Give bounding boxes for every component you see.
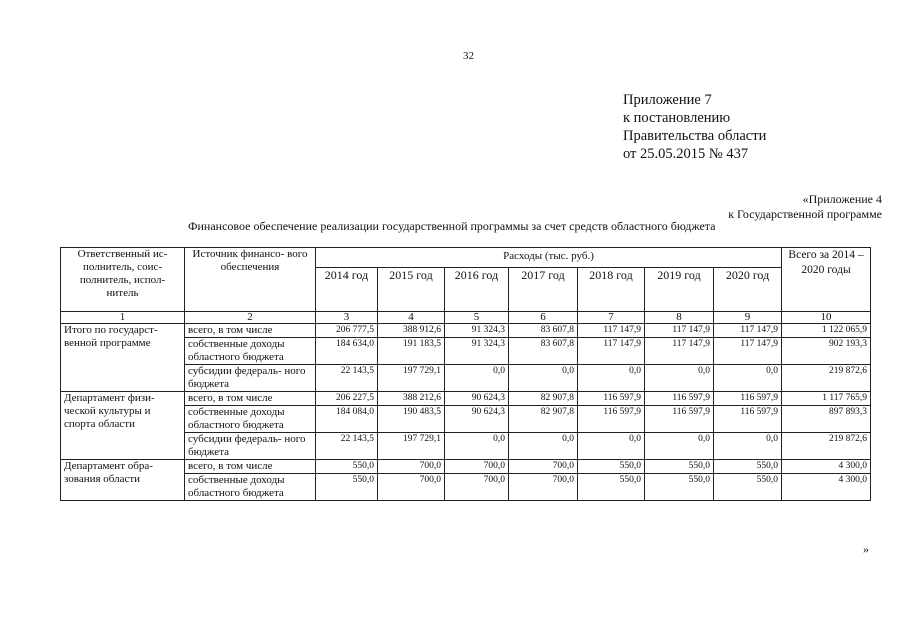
value-cell: 388 912,6 [378,324,445,338]
source-cell: всего, в том числе [185,392,316,406]
value-cell: 550,0 [316,474,378,501]
column-number: 10 [782,312,871,324]
column-number: 7 [578,312,645,324]
closing-quote: » [863,542,869,556]
source-cell: всего, в том числе [185,324,316,338]
value-cell: 550,0 [578,474,645,501]
financing-table [60,247,871,501]
appendix-line: Правительства области [623,128,767,144]
value-cell: 550,0 [316,460,378,474]
value-cell: 0,0 [578,433,645,460]
total-cell: 4 300,0 [782,460,871,474]
value-cell: 117 147,9 [578,324,645,338]
column-number-row [61,312,871,324]
appendix-line: от 25.05.2015 № 437 [623,146,749,162]
value-cell: 550,0 [714,474,782,501]
value-cell: 0,0 [645,433,714,460]
value-cell: 82 907,8 [509,392,578,406]
column-number: 3 [316,312,378,324]
header-year: 2014 год [316,268,378,312]
value-cell: 117 147,9 [645,338,714,365]
value-cell: 700,0 [378,474,445,501]
document-title: Финансовое обеспечение реализации государственной программы за счет средств областного бюджета [188,219,716,233]
value-cell: 90 624,3 [445,406,509,433]
annex-line: к Государственной программе [728,207,882,221]
header-expenses: Расходы (тыс. руб.) [316,248,782,268]
value-cell: 90 624,3 [445,392,509,406]
value-cell: 0,0 [509,433,578,460]
value-cell: 117 147,9 [714,338,782,365]
value-cell: 116 597,9 [578,392,645,406]
executor-cell: Департамент обра- зования области [61,460,185,501]
value-cell: 550,0 [645,474,714,501]
value-cell: 91 324,3 [445,324,509,338]
table-row [61,392,871,406]
total-cell: 219 872,6 [782,433,871,460]
page-number: 32 [463,50,474,62]
value-cell: 22 143,5 [316,365,378,392]
table-row [61,324,871,338]
value-cell: 550,0 [578,460,645,474]
value-cell: 0,0 [714,365,782,392]
column-number: 5 [445,312,509,324]
total-cell: 897 893,3 [782,406,871,433]
value-cell: 0,0 [509,365,578,392]
total-cell: 4 300,0 [782,474,871,501]
value-cell: 388 212,6 [378,392,445,406]
value-cell: 117 147,9 [645,324,714,338]
value-cell: 82 907,8 [509,406,578,433]
source-cell: субсидии федераль- ного бюджета [185,365,316,392]
column-number: 4 [378,312,445,324]
source-cell: собственные доходы областного бюджета [185,474,316,501]
value-cell: 116 597,9 [645,392,714,406]
annex-block [728,192,882,222]
value-cell: 184 634,0 [316,338,378,365]
header-source: Источник финансо- вого обеспечения [185,248,316,312]
appendix-line: Приложение 7 [623,92,712,108]
value-cell: 83 607,8 [509,338,578,365]
header-year: 2020 год [714,268,782,312]
value-cell: 550,0 [714,460,782,474]
value-cell: 0,0 [445,433,509,460]
value-cell: 191 183,5 [378,338,445,365]
header-year: 2019 год [645,268,714,312]
source-cell: субсидии федераль- ного бюджета [185,433,316,460]
value-cell: 116 597,9 [578,406,645,433]
source-cell: собственные доходы областного бюджета [185,338,316,365]
value-cell: 116 597,9 [645,406,714,433]
table-row [61,460,871,474]
executor-cell: Департамент физи- ческой культуры и спорта области [61,392,185,460]
value-cell: 83 607,8 [509,324,578,338]
value-cell: 700,0 [509,460,578,474]
column-number: 8 [645,312,714,324]
value-cell: 0,0 [645,365,714,392]
value-cell: 0,0 [445,365,509,392]
appendix-line: к постановлению [623,110,731,126]
value-cell: 184 084,0 [316,406,378,433]
total-cell: 1 117 765,9 [782,392,871,406]
value-cell: 206 777,5 [316,324,378,338]
value-cell: 700,0 [445,474,509,501]
total-cell: 902 193,3 [782,338,871,365]
value-cell: 116 597,9 [714,406,782,433]
value-cell: 700,0 [378,460,445,474]
total-cell: 1 122 065,9 [782,324,871,338]
value-cell: 700,0 [509,474,578,501]
header-year: 2018 год [578,268,645,312]
value-cell: 700,0 [445,460,509,474]
value-cell: 206 227,5 [316,392,378,406]
value-cell: 91 324,3 [445,338,509,365]
header-year: 2016 год [445,268,509,312]
value-cell: 550,0 [645,460,714,474]
value-cell: 22 143,5 [316,433,378,460]
header-total: Всего за 2014 – 2020 годы [782,248,871,312]
source-cell: собственные доходы областного бюджета [185,406,316,433]
annex-line: «Приложение 4 [802,192,882,206]
value-cell: 0,0 [578,365,645,392]
header-year: 2017 год [509,268,578,312]
value-cell: 190 483,5 [378,406,445,433]
column-number: 1 [61,312,185,324]
column-number: 6 [509,312,578,324]
value-cell: 197 729,1 [378,365,445,392]
column-number: 2 [185,312,316,324]
header-year: 2015 год [378,268,445,312]
value-cell: 117 147,9 [578,338,645,365]
source-cell: всего, в том числе [185,460,316,474]
value-cell: 117 147,9 [714,324,782,338]
value-cell: 116 597,9 [714,392,782,406]
column-number: 9 [714,312,782,324]
value-cell: 0,0 [714,433,782,460]
appendix-block [623,91,766,163]
value-cell: 197 729,1 [378,433,445,460]
executor-cell: Итого по государст- венной программе [61,324,185,392]
total-cell: 219 872,6 [782,365,871,392]
header-executor: Ответственный ис- полнитель, соис- полнитель, испол- нитель [61,248,185,312]
